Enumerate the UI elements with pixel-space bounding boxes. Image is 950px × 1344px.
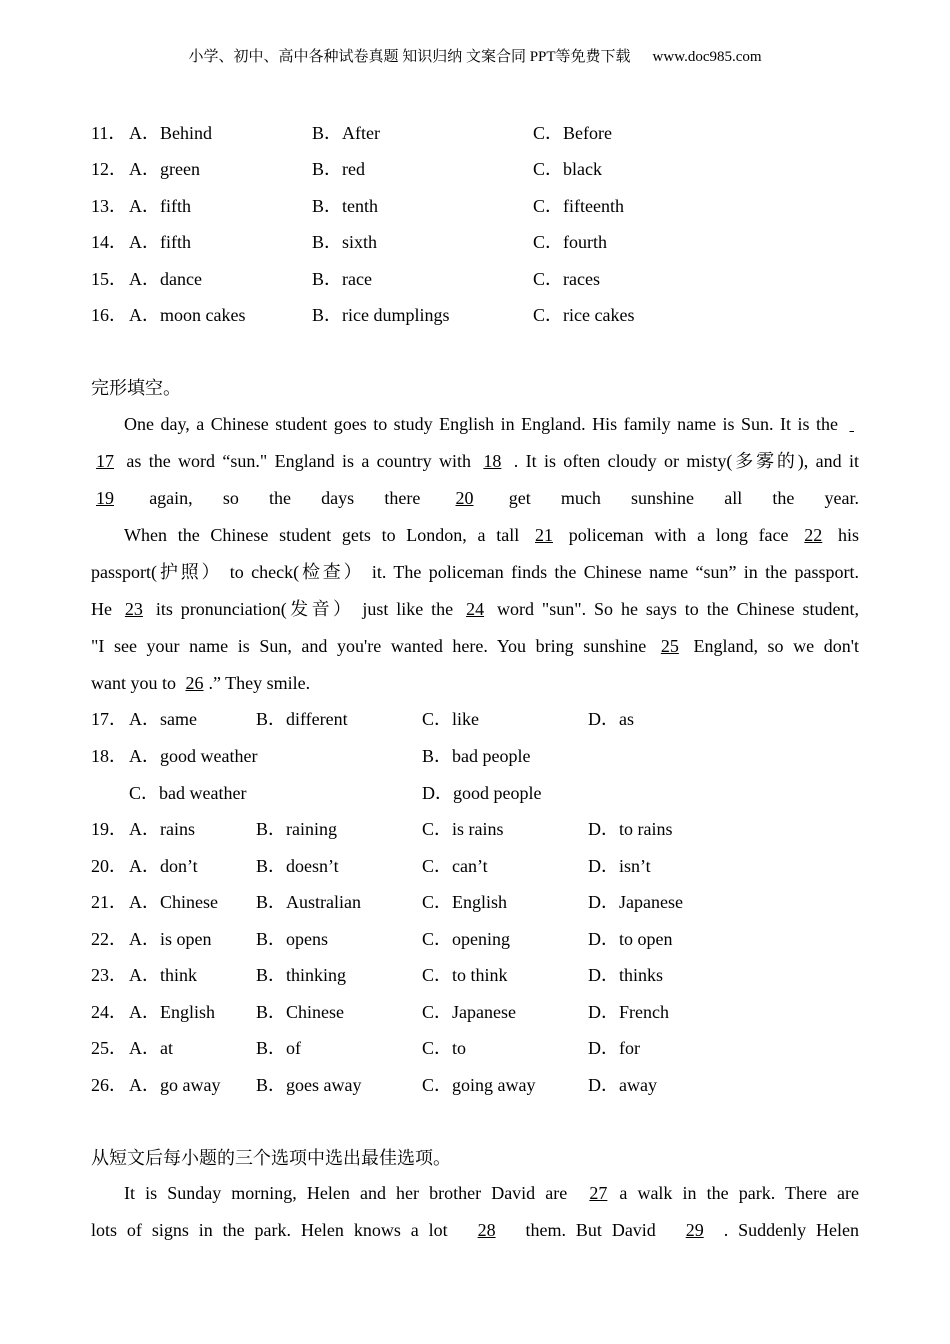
passage-line: One day, a Chinese student goes to study English in England. His family name is Sun. It is the: [124, 414, 839, 434]
option-a: A．fifth: [129, 232, 191, 252]
question-number: 23．: [91, 965, 127, 985]
option-d: D．thinks: [588, 965, 664, 985]
question-number: 16．: [91, 305, 127, 325]
passage-line: 17 as the word “sun." England is a country with 18 . It is often cloudy or misty(多雾的), and it: [96, 451, 859, 471]
option-c: C．races: [533, 269, 600, 289]
passage-cloze: [91, 409, 859, 705]
option-d: D．as: [588, 709, 634, 729]
option-b: B．thinking: [256, 965, 347, 985]
option-c: C．Before: [533, 123, 612, 143]
question-number: 15．: [91, 269, 127, 289]
option-c: C．to think: [422, 965, 508, 985]
question-number: 25．: [91, 1038, 127, 1058]
option-c: C．Japanese: [422, 1002, 516, 1022]
option-b: B．opens: [256, 929, 328, 949]
section-title-choose: 从短文后每小题的三个选项中选出最佳选项。: [91, 1148, 451, 1168]
passage-helen: [91, 1178, 859, 1252]
option-d: D．to open: [588, 929, 673, 949]
option-a: A．good weather: [129, 746, 258, 766]
option-b: B．goes away: [256, 1075, 362, 1095]
option-c: C．rice cakes: [533, 305, 635, 325]
question-number: 19．: [91, 819, 127, 839]
option-a: A．Behind: [129, 123, 212, 143]
question-number: 26．: [91, 1075, 127, 1095]
option-b: B．bad people: [422, 746, 531, 766]
passage-line: 19 again, so the days there 20 get much sunshine all the year.: [96, 488, 860, 508]
question-number: 21．: [91, 892, 127, 912]
option-c: C．to: [422, 1038, 467, 1058]
option-a: A．same: [129, 709, 197, 729]
section-title-cloze: 完形填空。: [91, 378, 181, 398]
option-a: A．green: [129, 159, 200, 179]
question-number: 18．: [91, 746, 127, 766]
question-number: 12．: [91, 159, 127, 179]
option-c: C．like: [422, 709, 479, 729]
option-a: A．dance: [129, 269, 202, 289]
passage-line: want you to 26 .” They smile.: [91, 673, 311, 693]
option-c: C．fifteenth: [533, 196, 624, 216]
option-b: B．red: [312, 159, 365, 179]
option-c: C．English: [422, 892, 508, 912]
option-c: C．can’t: [422, 856, 488, 876]
passage-line: When the Chinese student gets to London, a tall 21 policeman with a long face 22 his: [124, 525, 860, 545]
passage-line: lots of signs in the park. Helen knows a lot 28 them. But David 29 . Suddenly Helen: [91, 1220, 860, 1240]
question-number: 22．: [91, 929, 127, 949]
option-b: B．rice dumplings: [312, 305, 450, 325]
option-b: B．sixth: [312, 232, 378, 252]
passage-line: It is Sunday morning, Helen and her brother David are 27 a walk in the park. There are: [124, 1183, 860, 1203]
option-c: C．fourth: [533, 232, 607, 252]
option-c: C．is rains: [422, 819, 504, 839]
option-a: A．Chinese: [129, 892, 218, 912]
option-a: A．think: [129, 965, 198, 985]
option-d: D．for: [588, 1038, 640, 1058]
option-a: A．go away: [129, 1075, 221, 1095]
question-number: 17．: [91, 709, 127, 729]
option-b: B．After: [312, 123, 380, 143]
option-a: A．is open: [129, 929, 212, 949]
option-a: A．fifth: [129, 196, 191, 216]
passage-line: He 23 its pronunciation(发音） just like the 24 word "sun". So he says to the Chinese student,: [91, 599, 860, 619]
option-b: B．of: [256, 1038, 301, 1058]
passage-line: "I see your name is Sun, and you're wanted here. You bring sunshine 25 England, so we don't: [91, 636, 860, 656]
option-b: B．Chinese: [256, 1002, 344, 1022]
option-a: A．moon cakes: [129, 305, 246, 325]
header-text: 小学、初中、高中各种试卷真题 知识归纳 文案合同 PPT等免费下载: [188, 49, 631, 65]
option-d: D．French: [588, 1002, 669, 1022]
option-b: B．tenth: [312, 196, 378, 216]
option-d: D．isn’t: [588, 856, 651, 876]
option-b: B．Australian: [256, 892, 361, 912]
option-a: A．English: [129, 1002, 216, 1022]
option-d: D．to rains: [588, 819, 673, 839]
question-number: 14．: [91, 232, 127, 252]
option-b: B．raining: [256, 819, 337, 839]
page-header: [0, 45, 950, 66]
option-c: C．opening: [422, 929, 510, 949]
question-number: 24．: [91, 1002, 127, 1022]
question-number: 13．: [91, 196, 127, 216]
option-b: B．race: [312, 269, 372, 289]
option-c: C．black: [533, 159, 602, 179]
option-a: A．rains: [129, 819, 195, 839]
option-a: A．don’t: [129, 856, 198, 876]
option-c: C．going away: [422, 1075, 536, 1095]
option-d: D．Japanese: [588, 892, 683, 912]
option-b: B．doesn’t: [256, 856, 339, 876]
option-d: D．good people: [422, 783, 542, 803]
question-number: 20．: [91, 856, 127, 876]
question-number: 11．: [91, 123, 127, 143]
option-c: C．bad weather: [129, 783, 247, 803]
option-a: A．at: [129, 1038, 173, 1058]
option-d: D．away: [588, 1075, 657, 1095]
header-site: www.doc985.com: [652, 49, 762, 65]
passage-line: passport(护照） to check(检查） it. The policeman finds the Chinese name “sun” in the passport.: [91, 562, 859, 582]
option-b: B．different: [256, 709, 348, 729]
